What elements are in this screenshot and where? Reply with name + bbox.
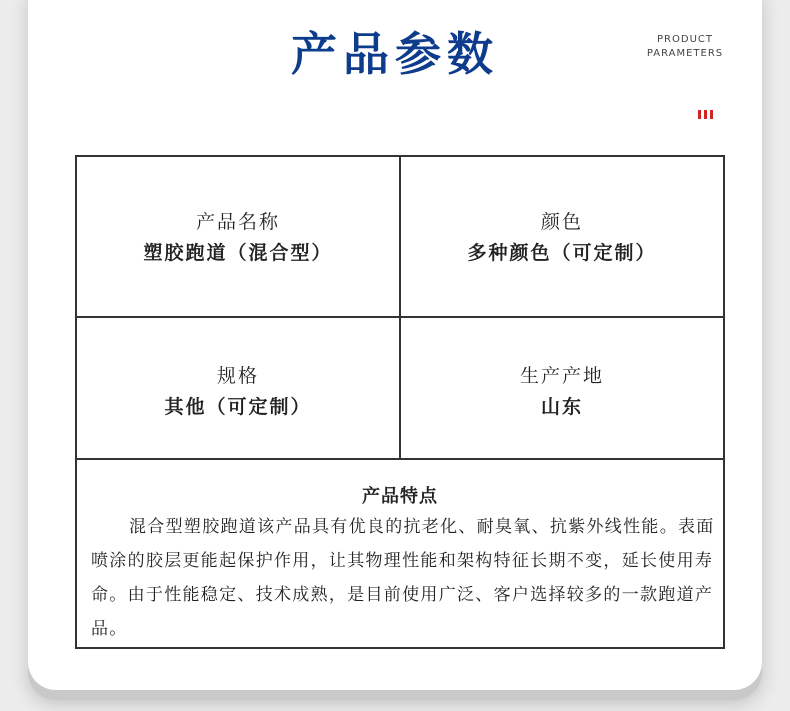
- product-features: [77, 460, 723, 647]
- param-cell-spec: [77, 318, 401, 460]
- param-cell-product-name: [77, 157, 401, 318]
- page-title: 产品参数: [291, 27, 499, 81]
- title-subtitle-line1: PRODUCT: [657, 34, 713, 45]
- param-cell-color: [401, 157, 723, 318]
- decorative-marks: [698, 110, 713, 119]
- param-label: 颜色: [540, 211, 583, 233]
- param-value: 多种颜色（可定制）: [467, 242, 657, 264]
- title-subtitle-line2: PARAMETERS: [646, 48, 724, 59]
- features-title: 产品特点: [362, 486, 438, 507]
- decorative-mark: [698, 110, 701, 119]
- param-label: 规格: [216, 365, 259, 387]
- decorative-mark: [710, 110, 713, 119]
- param-label: 产品名称: [195, 211, 280, 233]
- parameter-table: [75, 155, 725, 649]
- param-value: 其他（可定制）: [164, 396, 312, 418]
- param-label: 生产产地: [519, 365, 604, 387]
- features-text: 混合型塑胶跑道该产品具有优良的抗老化、耐臭氧、抗紫外线性能。表面喷涂的胶层更能起保护作用，让其物理性能和架构特征长期不变，延长使用寿命。由于性能稳定、技术成熟，是目前使用广泛、客户选择较多的一款跑道产品。: [91, 517, 715, 639]
- decorative-mark: [704, 110, 707, 119]
- param-value: 山东: [540, 396, 583, 418]
- param-value: 塑胶跑道（混合型）: [143, 242, 333, 264]
- param-cell-origin: [401, 318, 723, 460]
